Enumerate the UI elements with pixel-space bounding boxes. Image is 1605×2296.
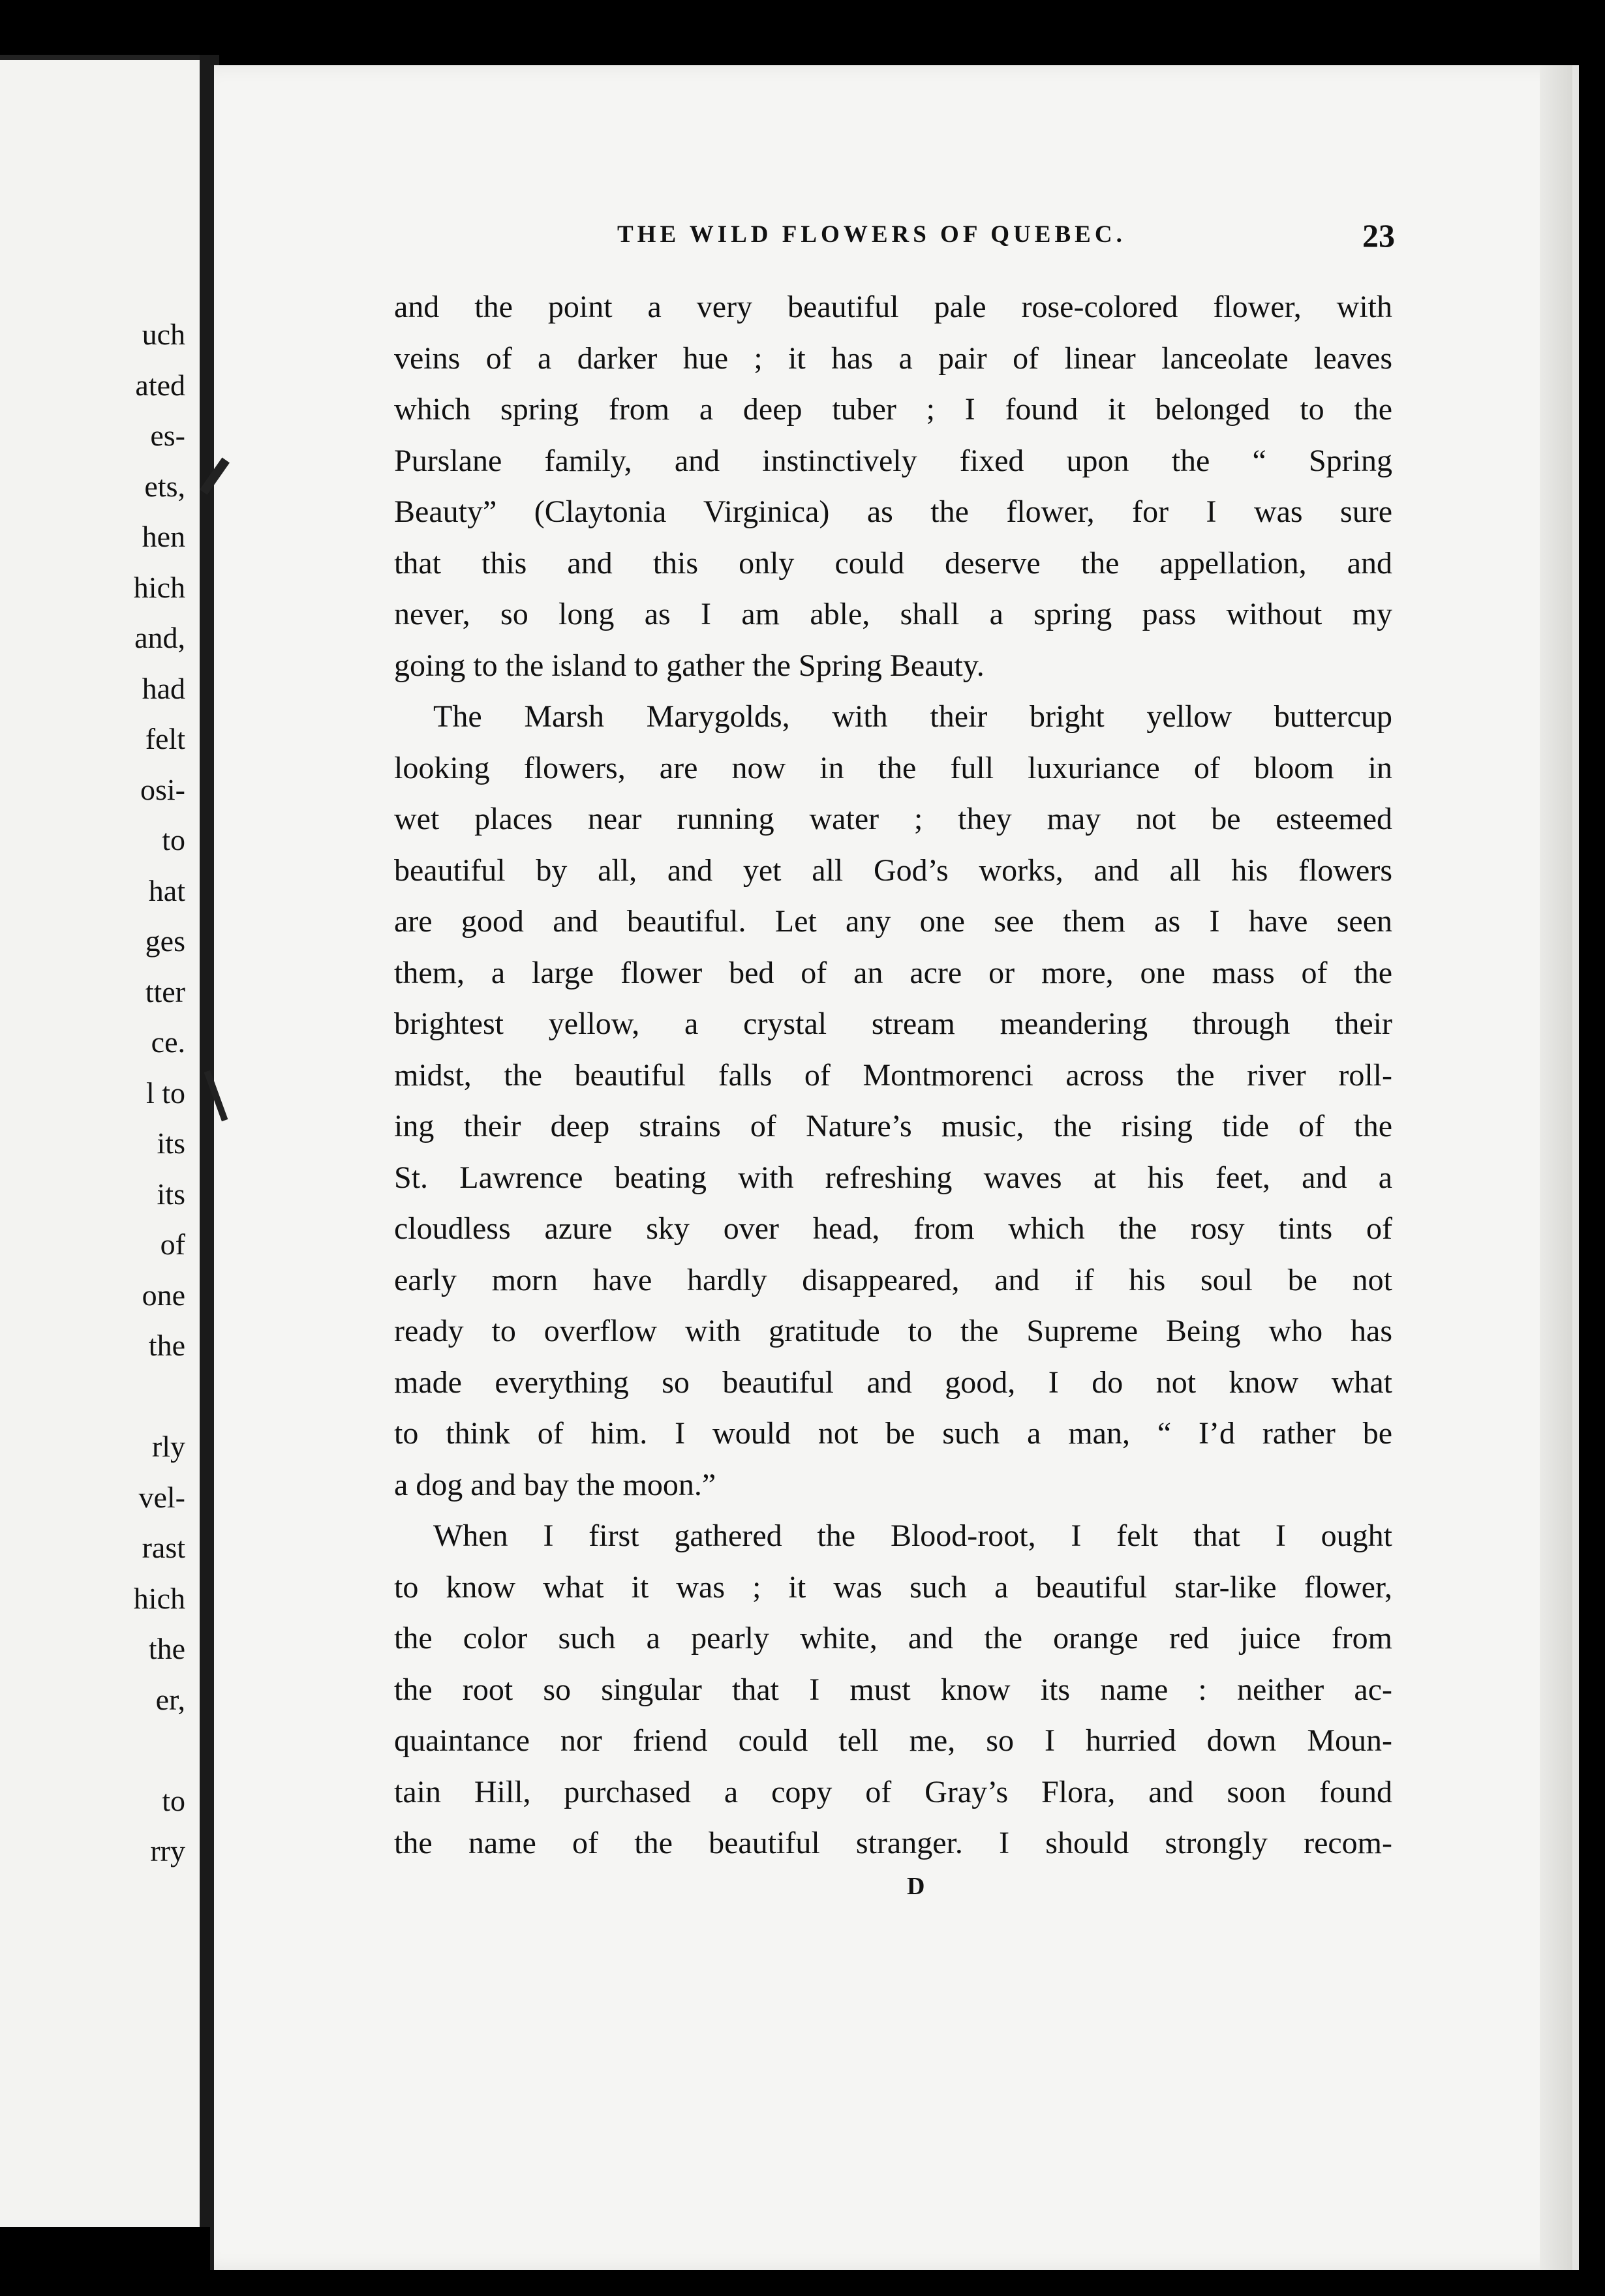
left-page-fragment — [0, 55, 202, 2227]
left-page-word: uch — [142, 318, 185, 351]
left-page-word: rast — [142, 1531, 185, 1564]
text-line: a dog and bay the moon.” — [394, 1467, 716, 1502]
left-page-word: rry — [150, 1834, 185, 1867]
running-title: THE WILD FLOWERS OF QUEBEC. — [617, 221, 1126, 248]
text-line: brightest yellow, a crystal stream meandering through their — [394, 1006, 1392, 1041]
left-page-word: es- — [150, 419, 185, 452]
left-page-top-edge — [0, 55, 215, 60]
left-page-word: its — [157, 1177, 185, 1211]
text-line: When I first gathered the Blood-root, I felt that I ought — [433, 1518, 1392, 1553]
text-line: the name of the beautiful stranger. I should strongly recom- — [394, 1826, 1392, 1860]
text-line: that this and this only could deserve the appellation, and — [394, 545, 1392, 581]
text-line: the color such a pearly white, and the orange red juice from — [394, 1621, 1392, 1655]
left-page-word: hich — [133, 1581, 185, 1615]
text-line: St. Lawrence beating with refreshing waves at his feet, and a — [394, 1160, 1392, 1195]
left-page-word: ges — [145, 924, 185, 958]
left-page-word: ets, — [144, 469, 185, 503]
left-page-word: rly — [151, 1430, 185, 1463]
text-line: never, so long as I am able, shall a spring pass without my — [394, 597, 1392, 631]
text-line: The Marsh Marygolds, with their bright yellow buttercup — [433, 699, 1392, 734]
left-page-word: the — [148, 1632, 185, 1665]
body-text — [394, 282, 1392, 1869]
text-line: Purslane family, and instinctively fixed upon the “ Spring — [394, 443, 1392, 478]
text-line: made everything so beautiful and good, I do not know what — [394, 1365, 1392, 1400]
left-page-word: felt — [145, 722, 185, 755]
text-line: veins of a darker hue ; it has a pair of linear lanceolate leaves — [394, 340, 1392, 376]
left-page-text — [87, 309, 185, 1877]
left-page-word: osi- — [140, 772, 185, 806]
left-page-word: hat — [148, 873, 185, 907]
text-line: which spring from a deep tuber ; I found it belonged to the — [394, 392, 1392, 427]
left-page-word: er, — [155, 1682, 185, 1716]
text-line: cloudless azure sky over head, from which the rosy tints of — [394, 1211, 1392, 1246]
left-page-word: hen — [142, 520, 185, 553]
text-line: and the point a very beautiful pale rose-colored flower, with — [394, 290, 1392, 324]
text-line: the root so singular that I must know its name : neither ac- — [394, 1672, 1392, 1707]
text-line: going to the island to gather the Spring Beauty. — [394, 648, 985, 683]
text-line: looking flowers, are now in the full luxuriance of bloom in — [394, 750, 1392, 785]
left-page-word: the — [148, 1329, 185, 1362]
left-page-word: to — [162, 823, 185, 856]
text-line: tain Hill, purchased a copy of Gray’s Flora, and soon found — [394, 1774, 1392, 1809]
text-line: early morn have hardly disappeared, and if his soul be not — [394, 1262, 1392, 1297]
left-page-word: hich — [133, 570, 185, 604]
text-line: midst, the beautiful falls of Montmorenci across the river roll- — [394, 1057, 1392, 1093]
text-line: them, a large flower bed of an acre or more, one mass of the — [394, 955, 1392, 990]
page-number: 23 — [1362, 217, 1395, 254]
left-page-word: one — [142, 1278, 185, 1312]
left-page-word: l to — [145, 1076, 185, 1110]
text-line: Beauty” (Claytonia Virginica) as the flower, for I was sure — [394, 494, 1392, 529]
left-page-word: had — [142, 671, 185, 705]
left-page-word: its — [157, 1126, 185, 1160]
text-line: wet places near running water ; they may not be esteemed — [394, 802, 1392, 836]
text-line: to think of him. I would not be such a man, “ I’d rather be — [394, 1416, 1392, 1451]
left-page-word: of — [160, 1228, 185, 1261]
signature-mark: D — [907, 1873, 925, 1900]
left-page-word: and, — [134, 621, 185, 654]
left-page-word: tter — [145, 974, 185, 1008]
left-page-word: vel- — [138, 1480, 185, 1514]
text-line: quaintance nor friend could tell me, so I hurried down Moun- — [394, 1723, 1392, 1758]
text-line: ing their deep strains of Nature’s music, the rising tide of the — [394, 1109, 1392, 1143]
running-header — [617, 217, 1395, 256]
left-page-word: to — [162, 1783, 185, 1817]
text-line: are good and beautiful. Let any one see them as I have seen — [394, 904, 1392, 939]
left-page-word — [87, 1371, 185, 1422]
left-page-word: ated — [135, 368, 185, 402]
text-line: ready to overflow with gratitude to the Supreme Being who has — [394, 1314, 1392, 1348]
text-line: beautiful by all, and yet all God’s works, and all his flowers — [394, 853, 1392, 888]
left-page-word: ce. — [151, 1025, 185, 1059]
text-line: to know what it was ; it was such a beautiful star-like flower, — [394, 1569, 1392, 1605]
left-page-word — [87, 1725, 185, 1775]
page-edge-shadow — [1540, 65, 1572, 2270]
